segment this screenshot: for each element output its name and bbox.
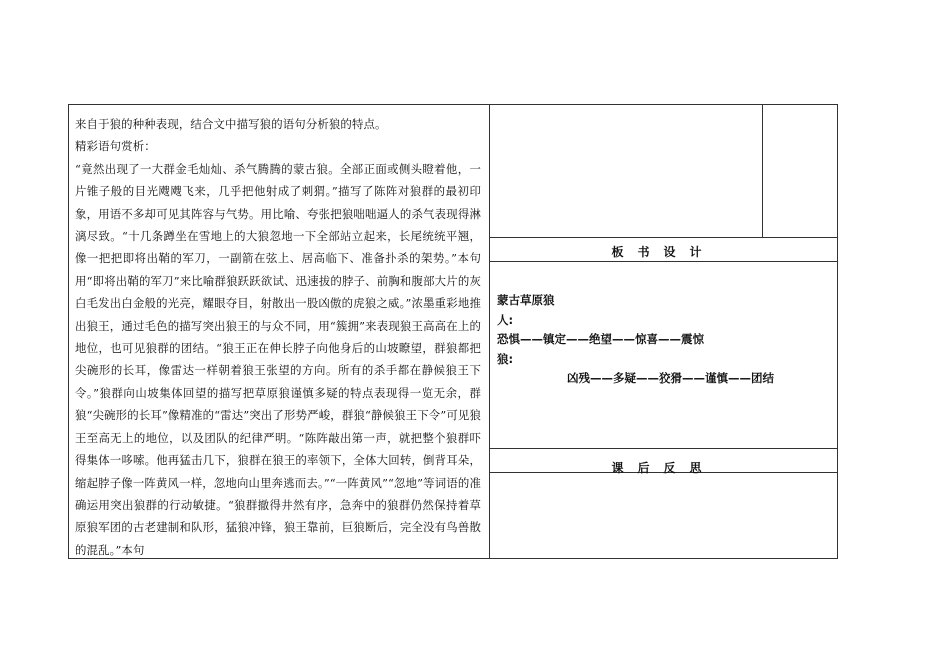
column-divider	[489, 105, 490, 558]
row-divider	[489, 237, 838, 238]
wolf-label: 狼:	[497, 351, 514, 366]
row-divider	[489, 261, 838, 262]
board-design-content	[497, 291, 833, 389]
analysis-paragraph: “竟然出现了一大群金毛灿灿、杀气腾腾的蒙古狼。全部正面或侧头瞪着他，一片锥子般的目光飕飕飞来，几乎把他射成了刺猬。”描写了陈阵对狼群的最初印象，用语不多却可见其阵容与气势。用比喻、夸张把狼咄咄逼人的杀气表现得淋漓尽致。“十几条蹲坐在雪地上的大狼忽地一下全部站立起来，长尾统统平翘，像一把把即将出鞘的军刀，一副箭在弦上、居高临下、准备扑杀的架势。”本句用“即将出鞘的军刀”来比喻群狼跃跃欲试、迅速拔的脖子、前胸和腹部大片的灰白毛发出白金般的光亮，耀眼夺目，射散出一股凶傲的虎狼之威。”浓墨重彩地推出狼王，通过毛色的描写突出狼王的与众不同，用“簇拥”来表现狼王高高在上的地位，也可见狼群的团结。“狼王正在伸长脖子向他身后的山坡瞭望，群狼都把尖碗形的长耳，像雷达一样朝着狼王张望的方向。所有的杀手都在静候狼王下令。”狼群向山坡集体回望的描写把草原狼谨慎多疑的特点表现得一览无余，群狼“尖碗形的长耳”像精准的“雷达”突出了形势严峻，群狼“静候狼王下令”可见狼王至高无上的地位，以及团队的纪律严明。“陈阵敲出第一声，就把整个狼群吓得集体一哆嗦。他再猛击几下，狼群在狼王的率领下，全体大回转，倒背耳朵，缩起脖子像一阵黄风一样，忽地向山里奔逃而去。”“一阵黄风”“忽地”等词语的准确运用突出狼群的行动敏捷。“狼群撤得井然有序，急奔中的狼群仍然保持着草原狼军团的古老建制和队形，猛狼冲锋，狼王靠前，巨狼断后，完全没有鸟兽散的混乱。”本句	[75, 161, 481, 557]
subheading-paragraph: 精彩语句赏析：	[75, 139, 156, 154]
analysis-text	[75, 113, 481, 561]
board-title: 蒙古草原狼	[497, 293, 555, 307]
person-chain: 恐惧——镇定——绝望——惊喜——震惊	[497, 332, 704, 346]
column-divider-small	[762, 105, 763, 237]
person-label: 人:	[497, 312, 514, 327]
lesson-table	[68, 104, 838, 559]
reflection-heading: 课后反思	[611, 461, 716, 475]
intro-paragraph: 来自于狼的种种表现，结合文中描写狼的语句分析狼的特点。	[75, 117, 387, 131]
wolf-chain: 凶残——多疑——狡猾——谨慎——团结	[567, 371, 774, 385]
board-design-heading: 板书设计	[611, 245, 716, 259]
row-divider	[489, 448, 838, 449]
